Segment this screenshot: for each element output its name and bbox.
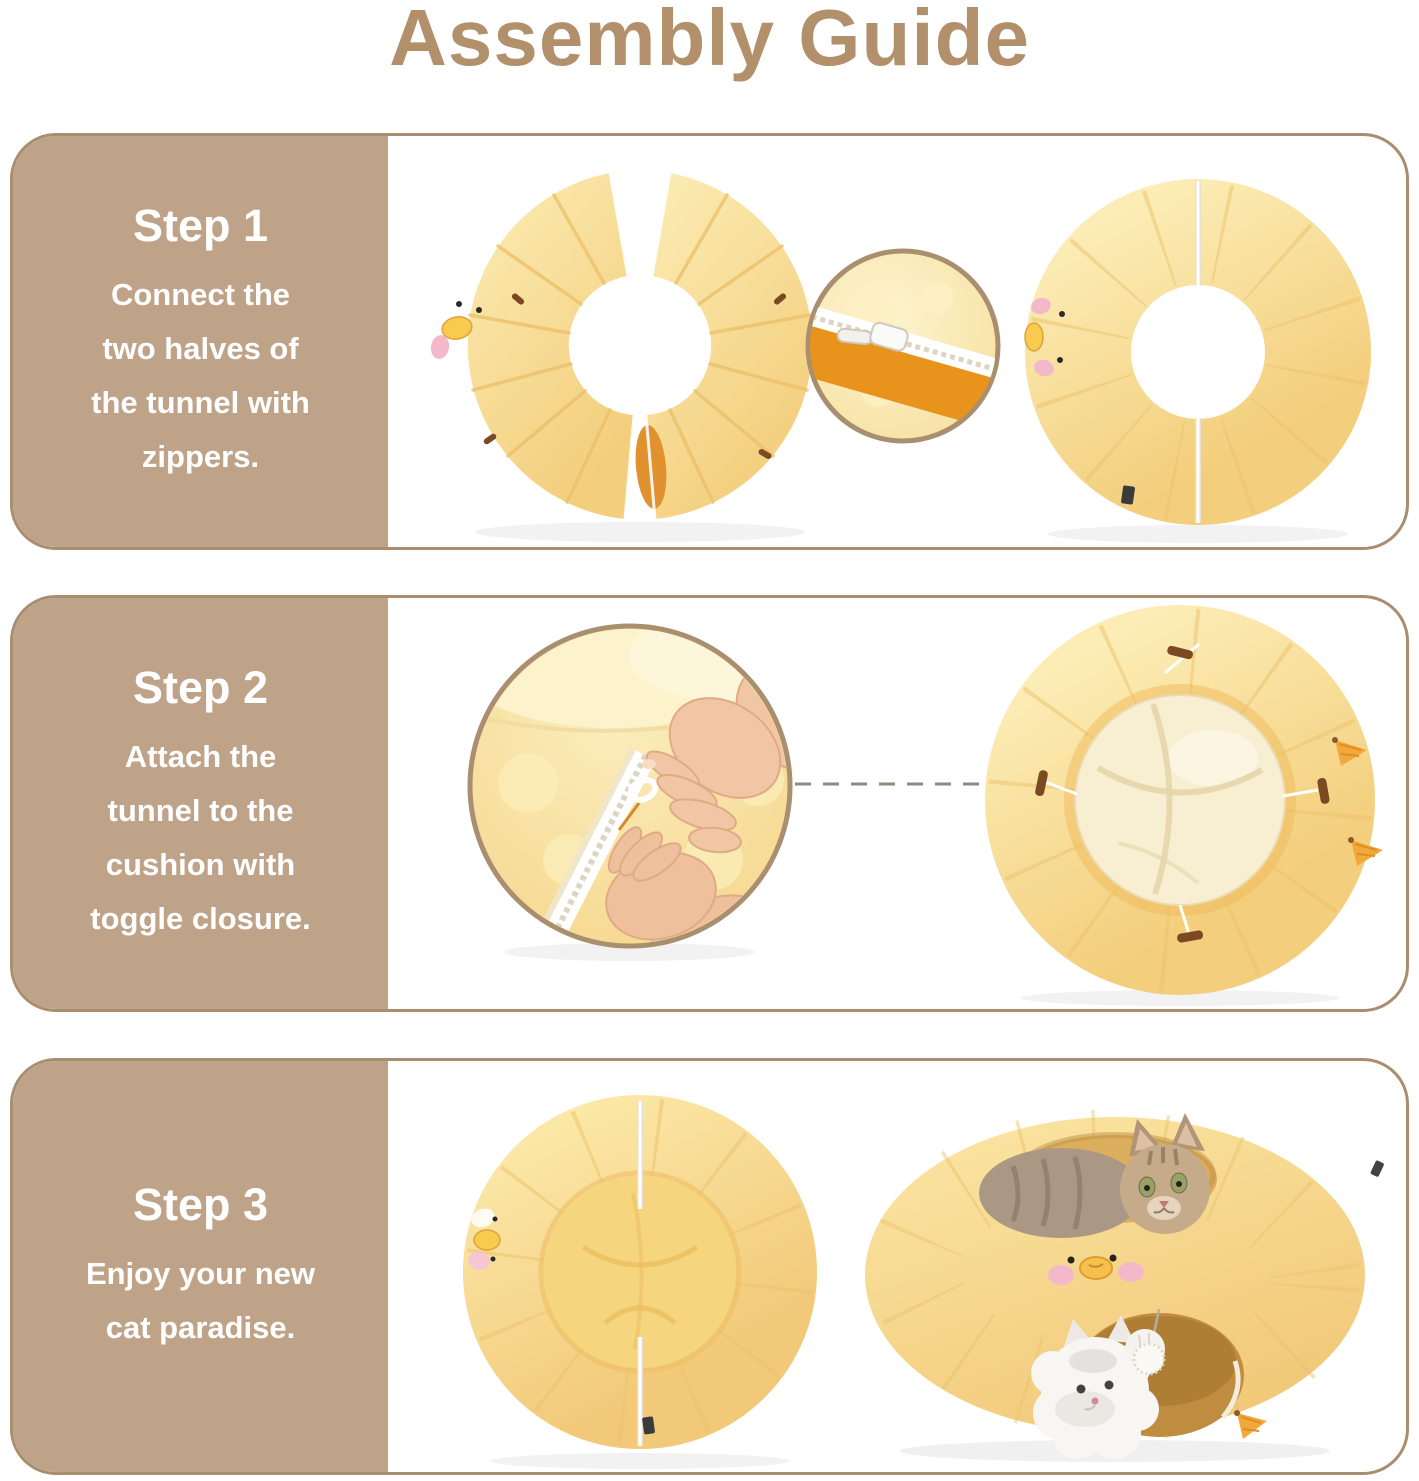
finished-bed-top-view [466, 1101, 774, 1446]
step-2-panel [13, 598, 388, 1009]
step-3-heading: Step 3 [132, 1178, 269, 1230]
zipper-pull [837, 328, 872, 344]
step-1-row [10, 133, 1409, 550]
page-title: Assembly Guide [389, 0, 1030, 82]
step-line: cushion with [105, 846, 296, 882]
tunnel-with-cushion [1034, 644, 1383, 943]
cats-in-bed-photo [865, 1113, 1384, 1459]
step-1-panel [13, 136, 388, 547]
tunnel-half-right [632, 173, 812, 519]
cushion [1075, 695, 1285, 905]
zipper-detail-inset [787, 251, 1009, 441]
step-line: Enjoy your new [85, 1255, 316, 1291]
brand-tag [1121, 485, 1135, 504]
step-3-row [10, 1058, 1409, 1475]
toggle-button [483, 433, 498, 446]
step-line: toggle closure. [90, 900, 311, 936]
tassel [1234, 1410, 1267, 1439]
step-line: two halves of [102, 330, 299, 366]
assembled-tunnel [1025, 181, 1337, 523]
step-2-heading: Step 2 [132, 661, 269, 713]
tunnel-half-left [429, 173, 634, 519]
step-line: cat paradise. [105, 1309, 296, 1345]
toy-pompom [1134, 1344, 1164, 1374]
step-2-row [10, 595, 1409, 1012]
step-3-panel [13, 1061, 388, 1472]
step-line: zippers. [141, 438, 260, 474]
brand-tag [1370, 1160, 1384, 1177]
step-line: Attach the [124, 738, 277, 774]
step-1-heading: Step 1 [132, 199, 269, 251]
step-line: Connect the [110, 276, 291, 312]
brand-tag [642, 1416, 655, 1434]
step-line: tunnel to the [107, 792, 294, 828]
step-line: the tunnel with [91, 384, 310, 420]
